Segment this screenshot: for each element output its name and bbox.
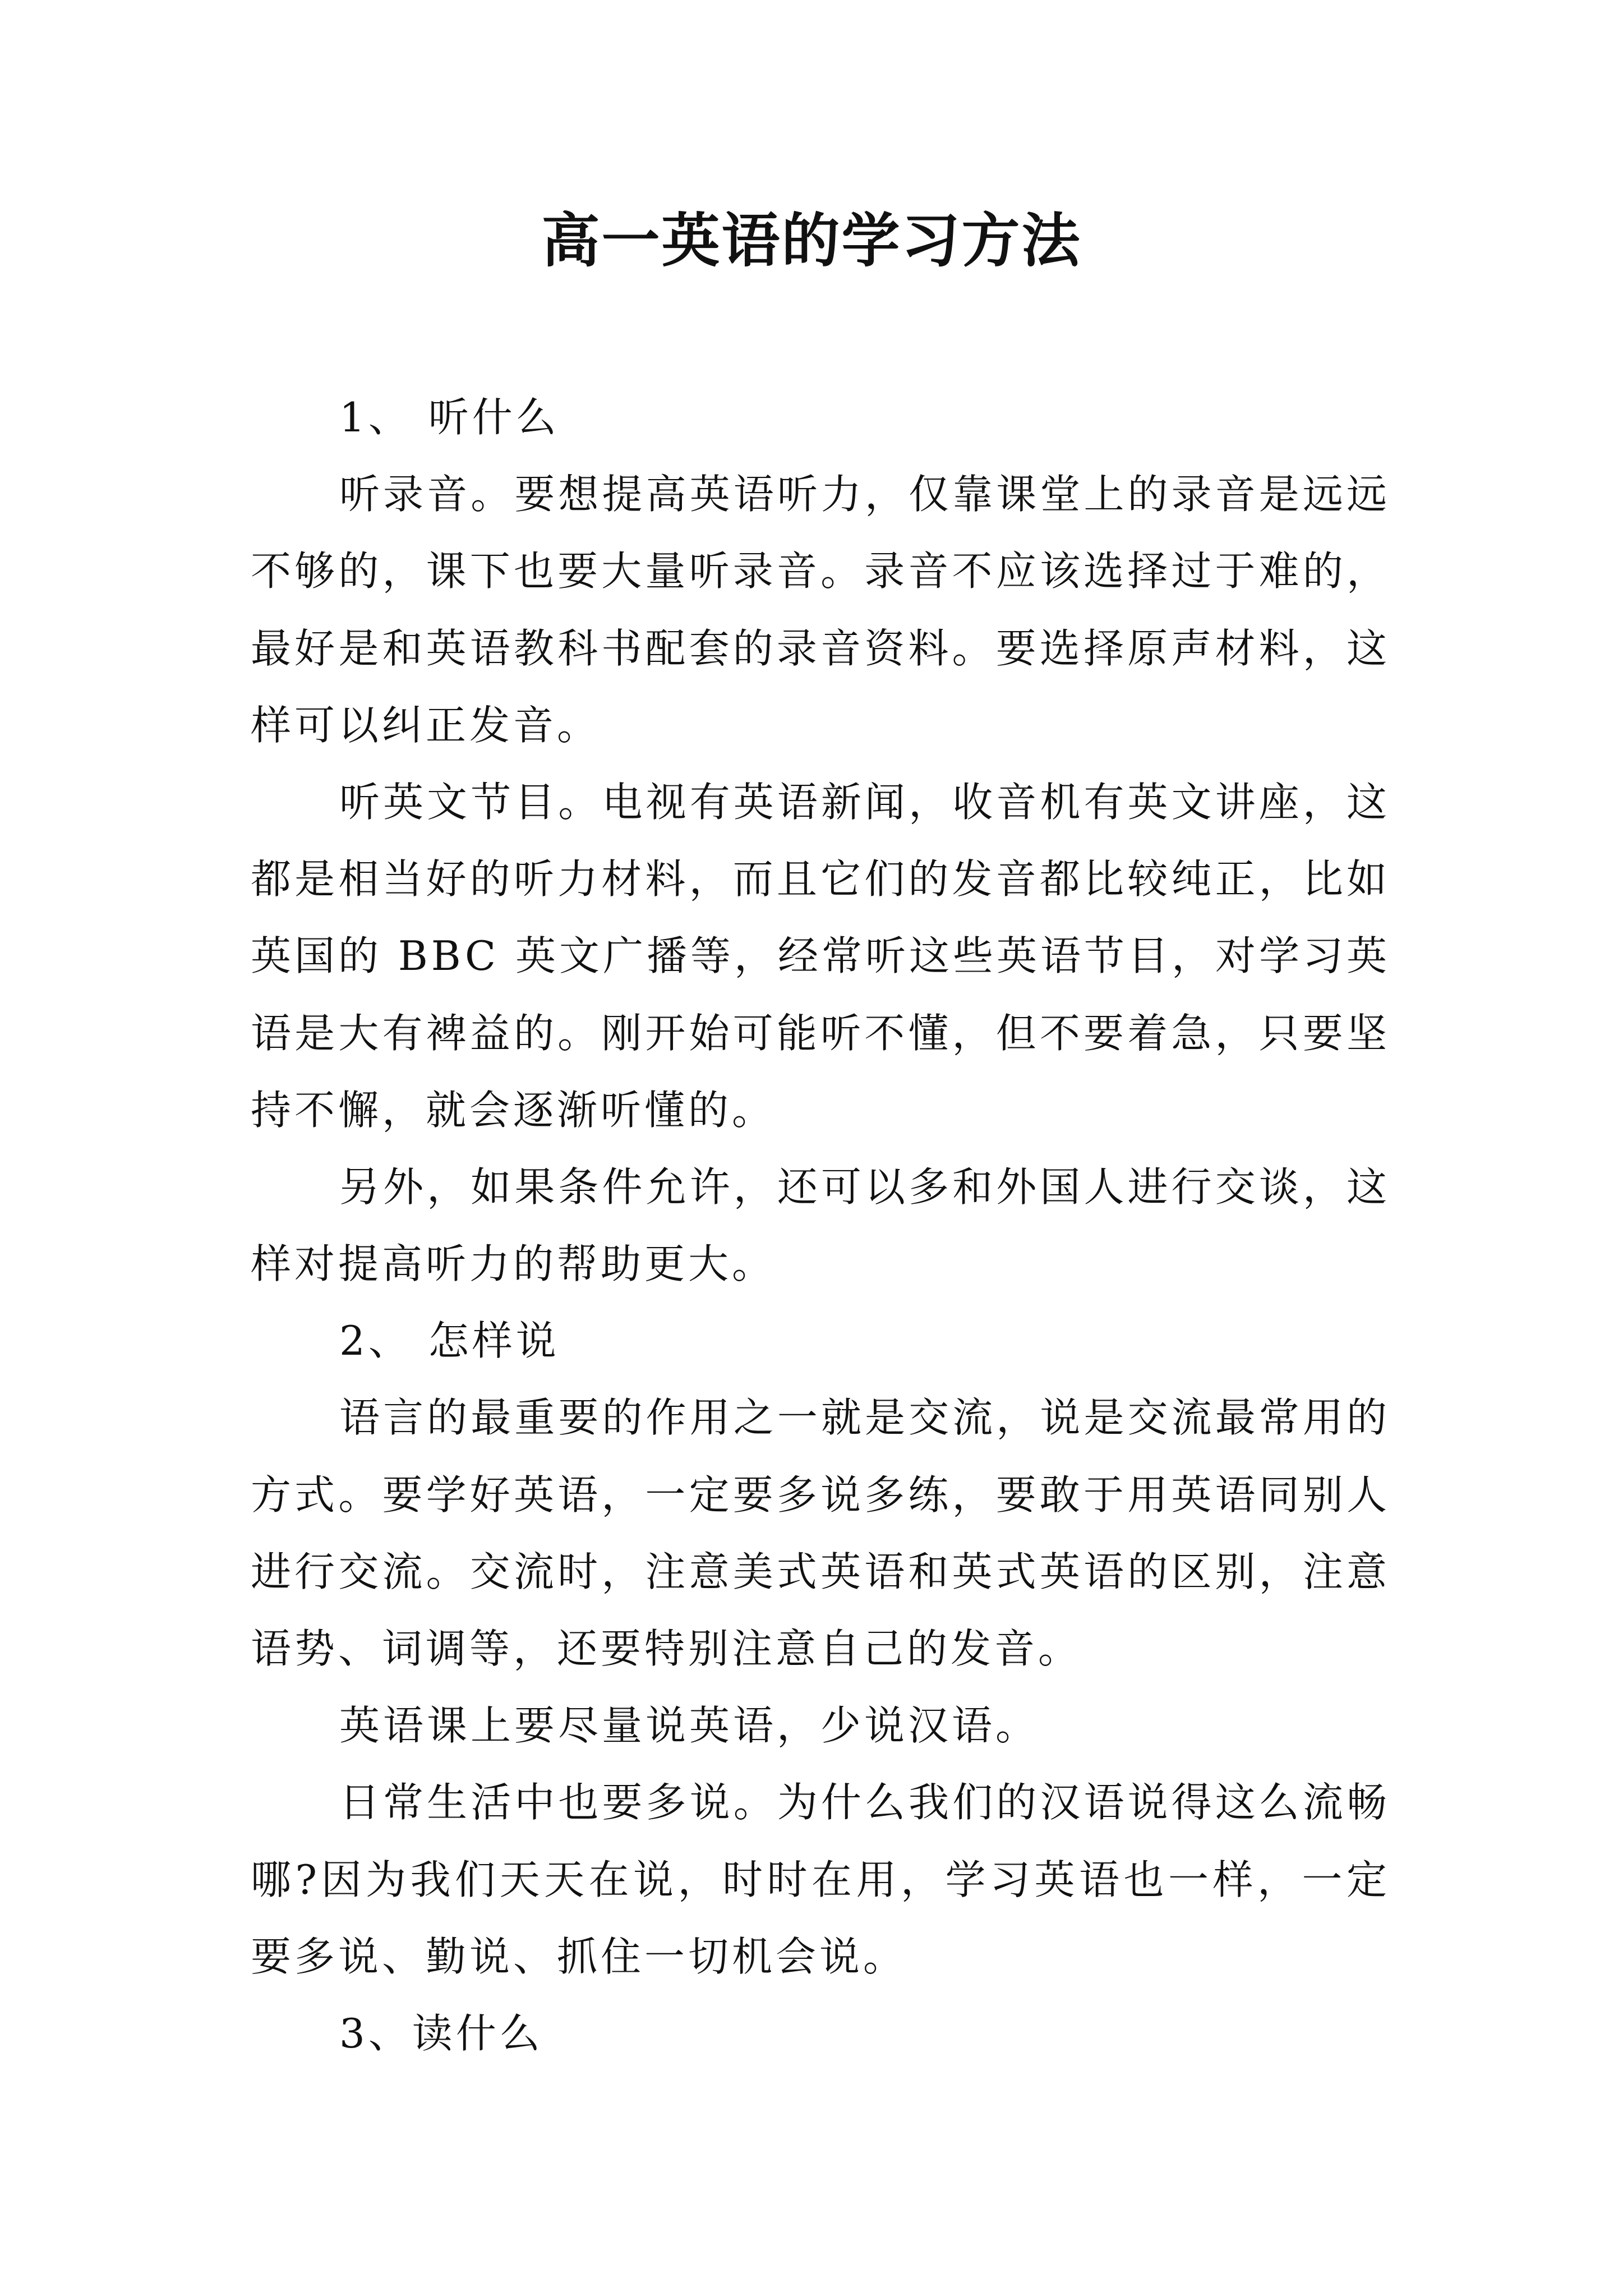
text-line: 样可以纠正发音。 (251, 701, 601, 749)
section-heading (251, 379, 1390, 456)
text-line: 听英文节目。电视有英语新闻，收音机有英文讲座，这 (339, 778, 1390, 826)
text-line: 英国的 BBC 英文广播等，经常听这些英语节目，对学习英 (251, 932, 1391, 980)
paragraph (251, 1687, 1390, 1764)
paragraph (251, 456, 1390, 764)
text-line: 都是相当好的听力材料，而且它们的发音都比较纯正，比如 (251, 855, 1390, 903)
paragraph (251, 1379, 1390, 1687)
paragraph (251, 1149, 1390, 1303)
text-line: 语是大有裨益的。刚开始可能听不懂，但不要着急，只要坚 (251, 1009, 1390, 1057)
section-heading (251, 1995, 1390, 2072)
text-line: 英语课上要尽量说英语，少说汉语。 (339, 1702, 1040, 1750)
paragraph (251, 1764, 1390, 1995)
text-line: 样对提高听力的帮助更大。 (251, 1240, 776, 1288)
text-line: 语言的最重要的作用之一就是交流，说是交流最常用的 (339, 1394, 1390, 1442)
document-title: 高一英语的学习方法 (541, 206, 1082, 275)
text-line: 要多说、勤说、抓住一切机会说。 (251, 1932, 907, 1980)
text-line: 方式。要学好英语，一定要多说多练，要敢于用英语同别人 (251, 1471, 1390, 1519)
text-line: 另外，如果条件允许，还可以多和外国人进行交谈，这 (339, 1163, 1390, 1211)
document-body (251, 379, 1390, 2072)
text-line: 进行交流。交流时，注意美式英语和英式英语的区别，注意 (251, 1548, 1390, 1595)
text-line: 听录音。要想提高英语听力，仅靠课堂上的录音是远远 (339, 471, 1390, 518)
text-line: 日常生活中也要多说。为什么我们的汉语说得这么流畅 (339, 1779, 1390, 1826)
text-line: 最好是和英语教科书配套的录音资料。要选择原声材料，这 (251, 624, 1390, 672)
text-line: 3、读什么 (339, 2009, 543, 2057)
paragraph (251, 764, 1390, 1149)
text-line: 2、 怎样说 (339, 1317, 560, 1365)
section-heading (251, 1303, 1390, 1379)
text-line: 语势、词调等，还要特别注意自己的发音。 (251, 1625, 1082, 1672)
text-line: 持不懈，就会逐渐听懂的。 (251, 1086, 776, 1134)
text-line: 1、 听什么 (339, 394, 560, 441)
text-line: 哪?因为我们天天在说，时时在用，学习英语也一样，一定 (251, 1856, 1390, 1903)
text-line: 不够的，课下也要大量听录音。录音不应该选择过于难的， (251, 547, 1390, 595)
